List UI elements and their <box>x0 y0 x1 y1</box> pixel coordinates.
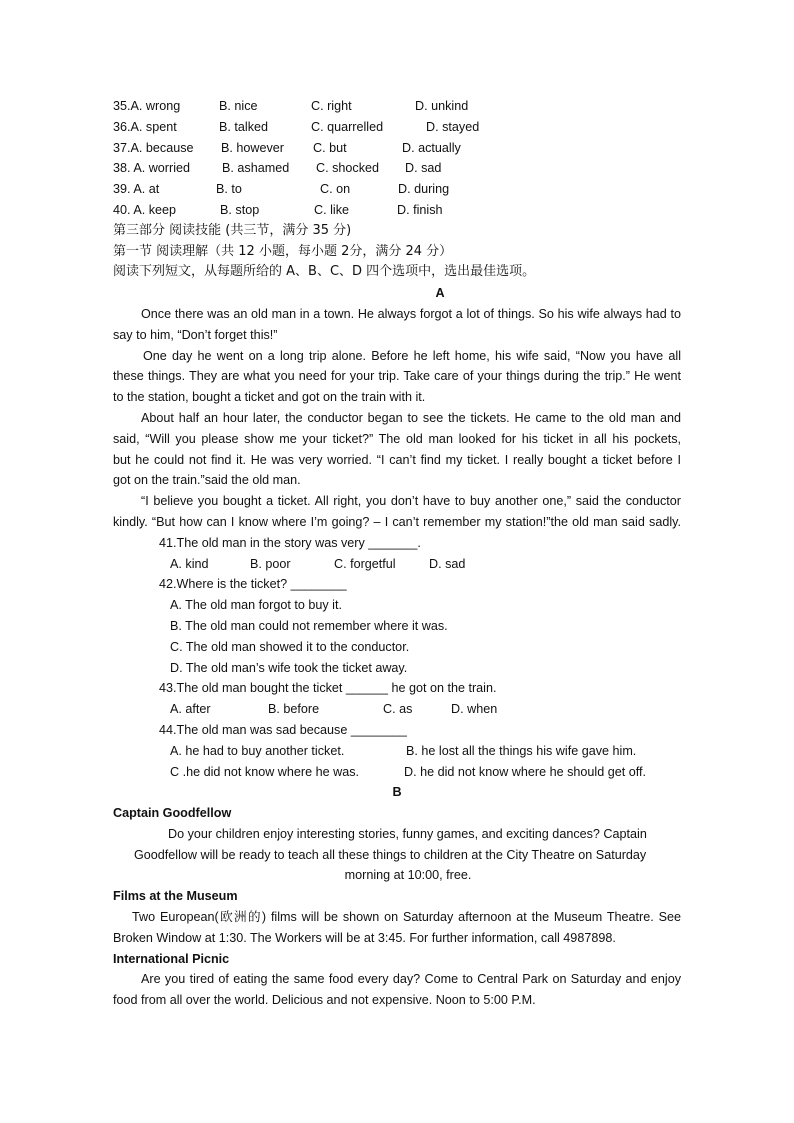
cloze-row-35 <box>113 96 681 117</box>
reading-instruction: 阅读下列短文，从每题所给的 A、B、C、D 四个选项中，选出最佳选项。 <box>113 264 536 280</box>
option-d: D. sad <box>405 161 442 176</box>
option-b: B. to <box>216 182 242 197</box>
question-43-stem: 43.The old man bought the ticket ______ he got on the train. <box>159 681 497 696</box>
captain-goodfellow-line: Do your children enjoy interesting stories, funny games, and exciting dances? Captain <box>168 826 647 841</box>
option-d: D. finish <box>397 202 443 217</box>
passage-a-line: but he could not find it. He was very worried. “I can’t find my ticket. I really bought a ticket before I <box>113 452 681 467</box>
option-a: 39. A. at <box>113 182 160 197</box>
option-a: 37.A. because <box>113 140 194 155</box>
films-museum-line: Broken Window at 1:30. The Workers will be at 3:45. For further information, call 4987898. <box>113 930 616 945</box>
part3-title: 第三部分 阅读技能 (共三节，满分 35 分) <box>113 222 352 238</box>
option-d: D. he did not know where he should get off. <box>404 764 647 779</box>
option-a: A. kind <box>170 556 209 571</box>
option-b: B. talked <box>219 119 269 134</box>
international-picnic-line: Are you tired of eating the same food every day? Come to Central Park on Saturday and enjoy <box>141 972 681 987</box>
option-c: C. The old man showed it to the conductor. <box>170 639 410 654</box>
option-c: C. quarrelled <box>311 119 384 134</box>
cloze-row-37 <box>113 138 681 159</box>
international-picnic-line: food from all over the world. Delicious and not expensive. Noon to 5:00 P.M. <box>113 993 536 1008</box>
option-c: C .he did not know where he was. <box>170 764 360 779</box>
option-c: C. on <box>320 182 351 197</box>
option-a: A. The old man forgot to buy it. <box>170 598 342 613</box>
question-44-stem: 44.The old man was sad because ________ <box>159 722 407 737</box>
passage-a-line: One day he went on a long trip alone. Before he left home, his wife said, “Now you have all <box>143 348 681 363</box>
passage-a-line: to the station, bought a ticket and got on the train with it. <box>113 390 426 405</box>
option-a: 35.A. wrong <box>113 99 181 113</box>
option-d: D. The old man’s wife took the ticket away. <box>170 660 408 675</box>
question-43-options <box>113 699 681 720</box>
question-42-stem: 42.Where is the ticket? ________ <box>159 577 347 592</box>
passage-a-line: Once there was an old man in a town. He always forgot a lot of things. So his wife always had to <box>141 306 681 321</box>
passage-a-line: About half an hour later, the conductor began to see the tickets. He came to the old man and <box>141 410 681 425</box>
cloze-row-36 <box>113 117 681 138</box>
option-a: A. he had to buy another ticket. <box>170 743 345 758</box>
captain-goodfellow-line: Goodfellow will be ready to teach all these things to children at the City Theatre on Saturday <box>134 847 647 862</box>
question-41-stem: 41.The old man in the story was very _______. <box>159 535 421 550</box>
passage-a-label: A <box>435 286 445 301</box>
passage-b-label: B <box>392 785 402 800</box>
cloze-row-38 <box>113 158 681 179</box>
passage-a-line: kindly. “But how can I know where I’m going? – I can’t remember my station!”the old man said sadly. <box>113 514 681 529</box>
passage-a-line: “I believe you bought a ticket. All right, you don’t have to buy another one,” said the conductor <box>141 494 681 509</box>
option-d: D. sad <box>429 556 466 571</box>
question-41-options <box>113 554 681 575</box>
option-a: 36.A. spent <box>113 119 177 134</box>
section1-title: 第一节 阅读理解（共 12 小题，每小题 2分，满分 24 分） <box>113 243 453 259</box>
option-b: B. ashamed <box>222 161 290 176</box>
question-44-options-row2 <box>113 762 681 783</box>
option-d: D. actually <box>402 140 461 155</box>
films-museum-line: Two European(欧洲的) films will be shown on Saturday afternoon at the Museum Theatre. See <box>132 910 681 925</box>
option-b: B. however <box>221 140 284 155</box>
option-c: C. as <box>383 702 413 717</box>
option-b: B. he lost all the things his wife gave him. <box>406 743 637 758</box>
option-b: B. nice <box>219 99 258 113</box>
option-c: C. like <box>314 202 349 217</box>
cloze-options <box>113 96 681 221</box>
option-d: D. stayed <box>426 119 480 134</box>
cloze-row-39 <box>113 179 681 200</box>
passage-a <box>113 304 681 533</box>
option-a: A. after <box>170 702 211 717</box>
passage-a-line: these things. They are what you need for your trip. Take care of your things during the trip.” He went <box>113 369 681 384</box>
option-c: C. but <box>313 140 347 155</box>
option-b: B. before <box>268 702 320 717</box>
captain-goodfellow-title: Captain Goodfellow <box>113 806 232 821</box>
option-d: D. unkind <box>415 99 469 113</box>
films-museum-title: Films at the Museum <box>113 889 238 904</box>
option-b: B. The old man could not remember where it was. <box>170 618 448 633</box>
questions <box>113 533 681 783</box>
page-content <box>113 96 681 1011</box>
captain-goodfellow-line: morning at 10:00, free. <box>344 868 472 883</box>
option-d: D. when <box>451 702 498 717</box>
option-c: C. forgetful <box>334 556 396 571</box>
option-c: C. shocked <box>316 161 379 176</box>
question-44-options-row1 <box>113 741 681 762</box>
option-a: 40. A. keep <box>113 202 177 217</box>
option-c: C. right <box>311 99 352 113</box>
passage-a-line: got on the train.”said the old man. <box>113 473 301 488</box>
option-b: B. stop <box>220 202 260 217</box>
international-picnic-title: International Picnic <box>113 951 230 966</box>
option-d: D. during <box>398 182 450 197</box>
passage-a-line: said, “Will you please show me your ticket?” The old man looked for his ticket in all his pockets, <box>113 431 681 446</box>
option-a: 38. A. worried <box>113 161 191 176</box>
cloze-row-40 <box>113 200 681 221</box>
option-b: B. poor <box>250 556 291 571</box>
passage-a-line: say to him, “Don’t forget this!” <box>113 327 278 342</box>
